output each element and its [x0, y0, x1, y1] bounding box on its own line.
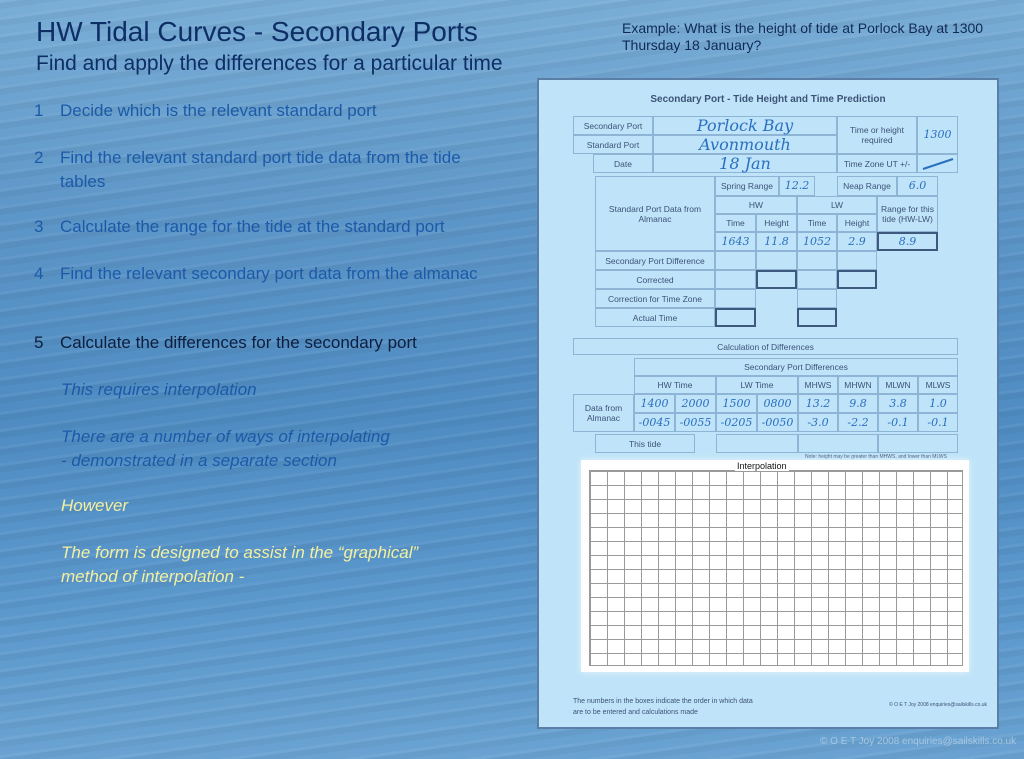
neap-range-value: 6.0: [908, 179, 927, 192]
std-hw-height-field[interactable]: [756, 232, 797, 251]
time-required-value: 1300: [923, 128, 952, 141]
form-copyright: © O E T Joy 2008 enquiries@sailskills.co.uk: [889, 702, 988, 708]
header-mhwn: MHWN: [838, 376, 878, 394]
label-this-tide: This tide: [595, 434, 695, 453]
standard-port-value: Avonmouth: [699, 134, 791, 154]
alm-hw2-value: 2000: [681, 396, 710, 410]
alm-mlws-value: 1.0: [929, 396, 947, 410]
alm-hw1[interactable]: [634, 394, 675, 413]
step-5: [34, 331, 500, 355]
note-separate-section: - demonstrated in a separate section: [61, 451, 337, 470]
step-number: 5: [34, 333, 44, 352]
step-2: [34, 146, 500, 194]
header-hw-time: Time: [715, 214, 756, 232]
tz-lw-time[interactable]: [797, 289, 837, 308]
alm-mhws-value: 13.2: [805, 396, 831, 410]
header-mlws: MLWS: [918, 376, 958, 394]
this-tide-lw-time[interactable]: [716, 434, 798, 453]
alm-lw2-value: 0800: [763, 396, 792, 410]
form-title: Secondary Port - Tide Height and Time Prediction: [650, 94, 886, 105]
diff-mlws-value: -0.1: [927, 415, 949, 429]
header-hw-time-col: HW Time: [634, 376, 716, 394]
range-value: 8.9: [898, 234, 917, 248]
height-note: Note: height may be greater than MHWS, and lower than MLWS: [805, 454, 947, 460]
diff-mhws-value: -3.0: [807, 415, 829, 429]
alm-hw1-value: 1400: [640, 396, 669, 410]
this-tide-mhw[interactable]: [798, 434, 878, 453]
alm-lw2[interactable]: [757, 394, 798, 413]
step-number: 3: [34, 217, 44, 236]
step-text: Calculate the range for the tide at the standard port: [60, 217, 445, 236]
alm-lw1[interactable]: [716, 394, 757, 413]
step-number: 1: [34, 101, 44, 120]
alm-mlwn-value: 3.8: [889, 396, 907, 410]
header-lw-time: Time: [797, 214, 837, 232]
alm-hw2[interactable]: [675, 394, 716, 413]
diff-mlws[interactable]: [918, 413, 958, 432]
std-hw-time-value: 1643: [721, 234, 750, 248]
actual-lw-time[interactable]: [797, 308, 837, 327]
date-field[interactable]: [653, 154, 837, 173]
prediction-form: [537, 78, 999, 729]
standard-port-field[interactable]: [653, 135, 837, 154]
tz-hw-time[interactable]: [715, 289, 756, 308]
sec-diff-hw-time[interactable]: [715, 251, 756, 270]
label-time-height: Time or height required: [837, 116, 917, 154]
step-number: 2: [34, 148, 44, 167]
secondary-port-value: Porlock Bay: [696, 115, 794, 135]
label-time-zone: Time Zone UT +/-: [837, 154, 917, 173]
header-mhws: MHWS: [798, 376, 838, 394]
label-correction-tz: Correction for Time Zone: [595, 289, 715, 308]
secondary-port-field[interactable]: [653, 116, 837, 135]
step-number: 4: [34, 264, 44, 283]
note-form-designed: The form is designed to assist in the “graphical”: [61, 543, 419, 562]
header-sec-port-diffs: Secondary Port Differences: [634, 358, 958, 376]
diff-mhwn-value: -2.2: [847, 415, 869, 429]
label-neap-range: Neap Range: [837, 176, 897, 196]
std-hw-height-value: 11.8: [764, 234, 789, 248]
sec-diff-hw-height[interactable]: [756, 251, 797, 270]
diff-mhwn[interactable]: [838, 413, 878, 432]
header-hw-height: Height: [756, 214, 797, 232]
alm-mhwn[interactable]: [838, 394, 878, 413]
example-question: Example: What is the height of tide at Porlock Bay at 1300 Thursday 18 January?: [622, 20, 984, 53]
note-however: However: [61, 496, 129, 515]
note-interpolation: This requires interpolation: [61, 380, 257, 399]
alm-mhws[interactable]: [798, 394, 838, 413]
page-copyright: © O E T Joy 2008 enquiries@sailskills.co.uk: [820, 736, 1017, 747]
time-zone-field[interactable]: [917, 154, 958, 173]
neap-range-field[interactable]: [897, 176, 938, 196]
actual-hw-time[interactable]: [715, 308, 756, 327]
std-lw-time-field[interactable]: [797, 232, 837, 251]
diff-hw2[interactable]: [675, 413, 716, 432]
diff-mhws[interactable]: [798, 413, 838, 432]
date-value: 18 Jan: [719, 153, 771, 173]
this-tide-mlw[interactable]: [878, 434, 958, 453]
corrected-hw-height[interactable]: [756, 270, 797, 289]
sec-diff-lw-time[interactable]: [797, 251, 837, 270]
header-calc-diff: Calculation of Differences: [573, 338, 958, 355]
diff-hw1[interactable]: [634, 413, 675, 432]
diff-mlwn[interactable]: [878, 413, 918, 432]
diff-lw2-value: -0050: [761, 415, 794, 429]
spring-range-field[interactable]: [779, 176, 815, 196]
footer-line-1: The numbers in the boxes indicate the order in which data: [573, 698, 753, 705]
alm-lw1-value: 1500: [722, 396, 751, 410]
step-text: Find the relevant standard port tide data from the tide tables: [60, 148, 461, 191]
page-title: HW Tidal Curves - Secondary Ports: [36, 16, 478, 47]
header-hw: HW: [715, 196, 797, 214]
step-4: [34, 262, 500, 286]
label-secondary-port: Secondary Port: [573, 116, 653, 135]
tick-mark-icon: [921, 157, 955, 171]
diff-mlwn-value: -0.1: [887, 415, 909, 429]
diff-lw2[interactable]: [757, 413, 798, 432]
footer-line-2: are to be entered and calculations made: [573, 709, 698, 716]
diff-lw1[interactable]: [716, 413, 757, 432]
alm-mlwn[interactable]: [878, 394, 918, 413]
time-required-field[interactable]: [917, 116, 958, 154]
label-date: Date: [593, 154, 653, 173]
sec-diff-lw-height[interactable]: [837, 251, 877, 270]
note-graphical-method: method of interpolation -: [61, 567, 245, 586]
label-std-port-data: Standard Port Data from Almanac: [595, 176, 715, 251]
std-hw-time-field[interactable]: [715, 232, 756, 251]
step-text: Calculate the differences for the secondary port: [60, 333, 417, 352]
page-subtitle: Find and apply the differences for a particular time: [36, 52, 503, 75]
step-1: [34, 99, 500, 123]
step-text: Find the relevant secondary port data from the almanac: [60, 264, 478, 283]
label-spring-range: Spring Range: [715, 176, 779, 196]
corrected-lw-time[interactable]: [797, 270, 837, 289]
interpolation-grid[interactable]: [589, 470, 963, 666]
header-lw-time-col: LW Time: [716, 376, 798, 394]
label-data-from-almanac: Data from Almanac: [573, 394, 634, 432]
diff-lw1-value: -0205: [720, 415, 753, 429]
label-corrected: Corrected: [595, 270, 715, 289]
std-lw-time-value: 1052: [803, 234, 831, 248]
corrected-lw-height[interactable]: [837, 270, 877, 289]
header-lw-height: Height: [837, 214, 877, 232]
range-field[interactable]: [877, 232, 938, 251]
diff-hw1-value: -0045: [638, 415, 671, 429]
alm-mhwn-value: 9.8: [849, 396, 867, 410]
interpolation-label: Interpolation: [737, 461, 787, 471]
std-lw-height-value: 2.9: [848, 234, 866, 248]
spring-range-value: 12.2: [784, 179, 810, 192]
header-mlwn: MLWN: [878, 376, 918, 394]
alm-mlws[interactable]: [918, 394, 958, 413]
label-actual-time: Actual Time: [595, 308, 715, 327]
corrected-hw-time[interactable]: [715, 270, 756, 289]
diff-hw2-value: -0055: [679, 415, 712, 429]
std-lw-height-field[interactable]: [837, 232, 877, 251]
header-lw: LW: [797, 196, 877, 214]
note-ways: There are a number of ways of interpolating: [61, 427, 390, 446]
label-sec-diff: Secondary Port Difference: [595, 251, 715, 270]
step-3: [34, 215, 500, 239]
label-standard-port: Standard Port: [573, 135, 653, 154]
header-range-tide: Range for this tide (HW-LW): [877, 196, 938, 232]
step-text: Decide which is the relevant standard port: [60, 101, 377, 120]
